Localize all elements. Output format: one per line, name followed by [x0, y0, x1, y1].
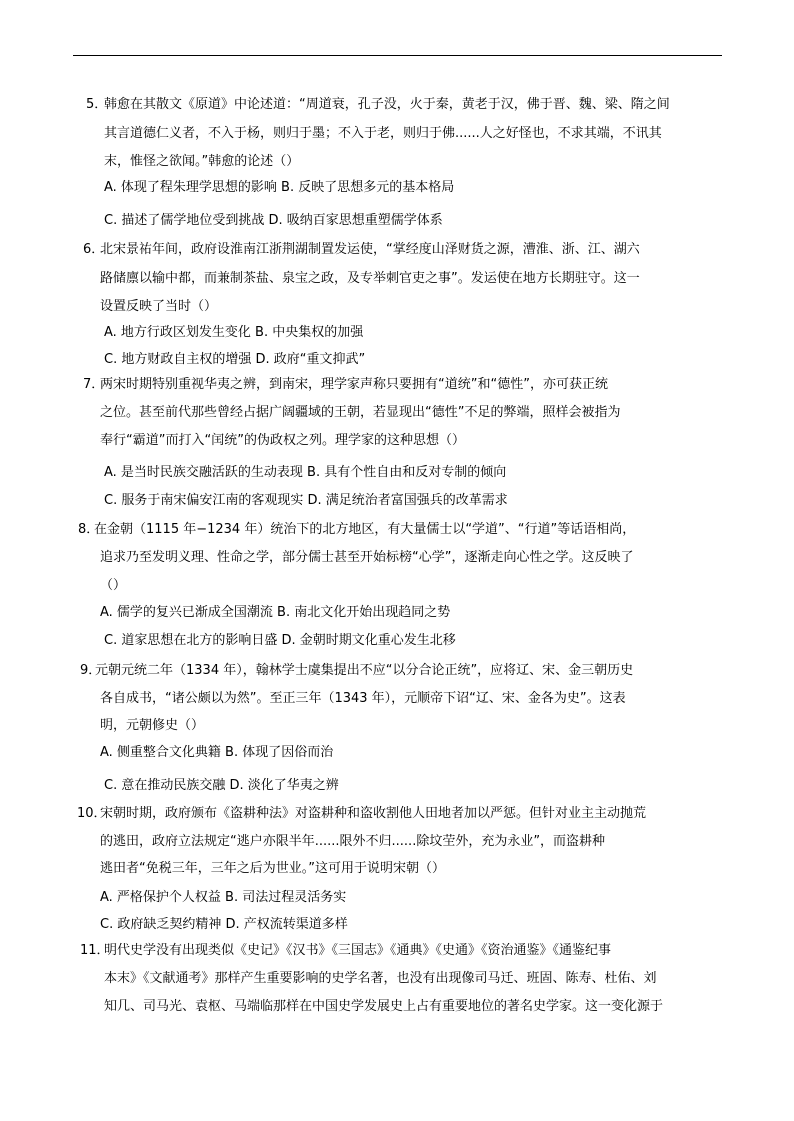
- option-line: C. 服务于南宋偏安江南的客观现实 D. 满足统治者富国强兵的改革需求: [104, 493, 508, 508]
- question-line: （）: [100, 578, 127, 593]
- question-line: 设置反映了当时（）: [100, 299, 218, 314]
- question-number: 7．: [83, 377, 105, 392]
- option-line: C. 地方财政自主权的增强 D. 政府“重文抑武”: [104, 352, 366, 367]
- option-line: A. 儒学的复兴已渐成全国潮流 B. 南北文化开始出现趋同之势: [100, 605, 451, 620]
- question-line: 各自成书，“诸公颇以为然”。至正三年（1343 年），元顺帝下诏“辽、宋、金各为史”。这表: [100, 691, 626, 706]
- option-line: A. 体现了程朱理学思想的影响 B. 反映了思想多元的基本格局: [104, 180, 455, 195]
- question-number: 10．: [77, 806, 107, 821]
- question-number: 8．: [78, 522, 100, 537]
- question-line: 明代史学没有出现类似《史记》《汉书》《三国志》《通典》《史通》《资治通鉴》《通鉴纪事: [104, 943, 612, 958]
- question-line: 路储廪以输中都，而兼制茶盐、泉宝之政，及专举刺官吏之事”。发运使在地方长期驻守。这一: [100, 271, 640, 286]
- question-line: 知几、司马光、袁枢、马端临那样在中国史学发展史上占有重要地位的著名史学家。这一变化源于: [104, 999, 664, 1014]
- question-line: 两宋时期特别重视华夷之辨，到南宋，理学家声称只要拥有“道统”和“德性”，亦可获正统: [100, 377, 608, 392]
- question-number: 9．: [80, 663, 102, 678]
- question-line: 宋朝时期，政府颁布《盗耕种法》对盗耕种和盗收割他人田地者加以严惩。但针对业主主动抛荒: [100, 806, 647, 821]
- question-line: 元朝元统二年（1334 年），翰林学士虞集提出不应“以分合论正统”，应将辽、宋、金三朝历史: [95, 663, 634, 678]
- option-line: A. 是当时民族交融活跃的生动表现 B. 具有个性自由和反对专制的倾向: [104, 465, 507, 480]
- question-number: 11．: [80, 943, 110, 958]
- option-line: A. 地方行政区划发生变化 B. 中央集权的加强: [104, 325, 364, 340]
- option-line: C. 意在推动民族交融 D. 淡化了华夷之辨: [104, 778, 339, 793]
- question-line: 在金朝（1115 年−1234 年）统治下的北方地区，有大量儒士以“学道”、“行道”等话语相尚，: [94, 522, 636, 537]
- question-line: 之位。甚至前代那些曾经占据广阔疆域的王朝，若显现出“德性”不足的弊端，照样会被指为: [100, 405, 621, 420]
- question-line: 明，元朝修史（）: [100, 718, 205, 733]
- question-line: 韩愈在其散文《原道》中论述道：“周道衰，孔子没，火于秦，黄老于汉，佛于晋、魏、梁、隋之间: [104, 97, 670, 112]
- header-rule: [73, 55, 722, 56]
- question-number: 6．: [83, 242, 105, 257]
- question-line: 的逃田，政府立法规定“逃户亦限半年......限外不归......除坟茔外，充为永业”，而盗耕种: [100, 834, 606, 849]
- option-line: C. 道家思想在北方的影响日盛 D. 金朝时期文化重心发生北移: [104, 633, 456, 648]
- question-line: 北宋景祐年间，政府设淮南江浙荆湖制置发运使，“掌经度山泽财货之源，漕淮、浙、江、湖六: [100, 242, 640, 257]
- question-line: 末，惟怪之欲闻。”韩愈的论述（）: [104, 154, 300, 169]
- option-line: C. 描述了儒学地位受到挑战 D. 吸纳百家思想重塑儒学体系: [104, 213, 443, 228]
- question-number: 5．: [86, 97, 108, 112]
- option-line: A. 严格保护个人权益 B. 司法过程灵活务实: [100, 890, 347, 905]
- option-line: A. 侧重整合文化典籍 B. 体现了因俗而治: [100, 745, 334, 760]
- question-line: 本末》《文献通考》那样产生重要影响的史学名著，也没有出现像司马迁、班固、陈寿、杜佑、刘: [104, 971, 657, 986]
- question-line: 其言道德仁义者，不入于杨，则归于墨；不入于老，则归于佛......人之好怪也，不求其端，不讯其: [104, 126, 662, 141]
- question-line: 追求乃至发明义理、性命之学，部分儒士甚至开始标榜“心学”，逐渐走向心性之学。这反映了: [100, 550, 634, 565]
- question-line: 奉行“霸道”而打入“闰统”的伪政权之列。理学家的这种思想（）: [100, 433, 465, 448]
- question-line: 逃田者“免税三年，三年之后为世业。”这可用于说明宋朝（）: [100, 861, 445, 876]
- option-line: C. 政府缺乏契约精神 D. 产权流转渠道多样: [100, 917, 348, 932]
